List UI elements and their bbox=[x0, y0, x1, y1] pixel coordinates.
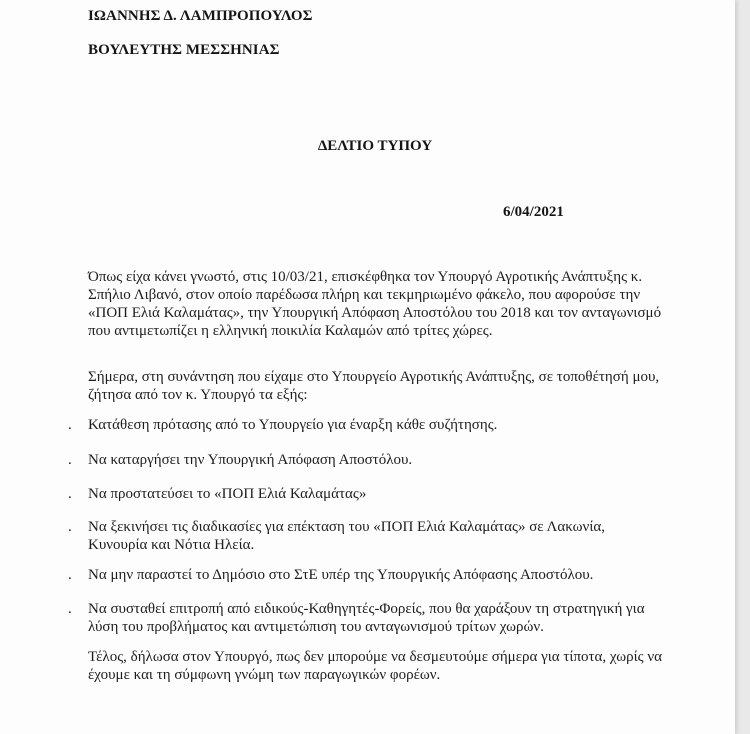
request-item-text: Να μην παραστεί το Δημόσιο στο ΣτΕ υπέρ της Υπουργικής Απόφασης Αποστόλου. bbox=[88, 567, 594, 583]
bullet-marker: . bbox=[68, 452, 72, 468]
intro-paragraph: Όπως είχα κάνει γνωστό, στις 10/03/21, επισκέφθηκα τον Υπουργό Αγροτικής Ανάπτυξης κ. Σπήλιο Λιβανό, στον οποίο παρέδωσα πλήρη και τεκμηριωμένο φάκελο, που αφορούσε την «ΠΟΠ Ελιά Καλαμάτας», την Υπουργική Απόφαση Αποστόλου του 2018 και τον ανταγωνισμό που αντιμετωπίζει η ελληνική ποικιλία Καλαμών από τρίτες χώρες. bbox=[88, 269, 662, 339]
request-item bbox=[68, 566, 668, 584]
bullet-marker: . bbox=[68, 567, 72, 583]
bullet-marker: . bbox=[68, 601, 72, 617]
closing-paragraph: Τέλος, δήλωσα στον Υπουργό, πως δεν μπορούμε να δεσμευτούμε σήμερα για τίποτα, χωρίς να έχουμε και τη σύμφωνη γνώμη των παραγωγικών φορέων. bbox=[88, 649, 662, 683]
request-item-text: Να συσταθεί επιτροπή από ειδικούς-Καθηγητές-Φορείς, που θα χαράξουν τη στρατηγική για λύση του προβλήματος και αντιμετώπιση του ανταγωνισμού τρίτων χωρών. bbox=[88, 601, 645, 635]
bullet-marker: . bbox=[68, 486, 72, 502]
request-item-text: Να προστατεύσει το «ΠΟΠ Ελιά Καλαμάτας» bbox=[88, 486, 367, 502]
bullet-marker: . bbox=[68, 417, 72, 433]
request-item bbox=[68, 518, 668, 554]
request-item bbox=[68, 485, 668, 503]
document-title: ΔΕΛΤΙΟ ΤΥΠΟΥ bbox=[317, 138, 433, 154]
request-item bbox=[68, 600, 668, 636]
request-item-text: Να ξεκινήσει τις διαδικασίες για επέκταση του «ΠΟΠ Ελιά Καλαμάτας» σε Λακωνία, Κυνουρία και Νότια Ηλεία. bbox=[88, 519, 605, 553]
request-item bbox=[68, 416, 668, 434]
author-name: ΙΩΑΝΝΗΣ Δ. ΛΑΜΠΡΟΠΟΥΛΟΣ bbox=[88, 8, 313, 24]
author-role: ΒΟΥΛΕΥΤΗΣ ΜΕΣΣΗΝΙΑΣ bbox=[88, 42, 280, 58]
request-item bbox=[68, 451, 668, 469]
document-date: 6/04/2021 bbox=[503, 204, 564, 220]
bullet-marker: . bbox=[68, 519, 72, 535]
request-item-text: Κατάθεση πρότασης από το Υπουργείο για έναρξη κάθε συζήτησης. bbox=[88, 417, 498, 433]
request-item-text: Να καταργήσει την Υπουργική Απόφαση Αποστόλου. bbox=[88, 452, 413, 468]
meeting-paragraph: Σήμερα, στη συνάντηση που είχαμε στο Υπουργείο Αγροτικής Ανάπτυξης, σε τοποθέτησή μου, ζήτησα από τον κ. Υπουργό τα εξής: bbox=[88, 369, 660, 403]
